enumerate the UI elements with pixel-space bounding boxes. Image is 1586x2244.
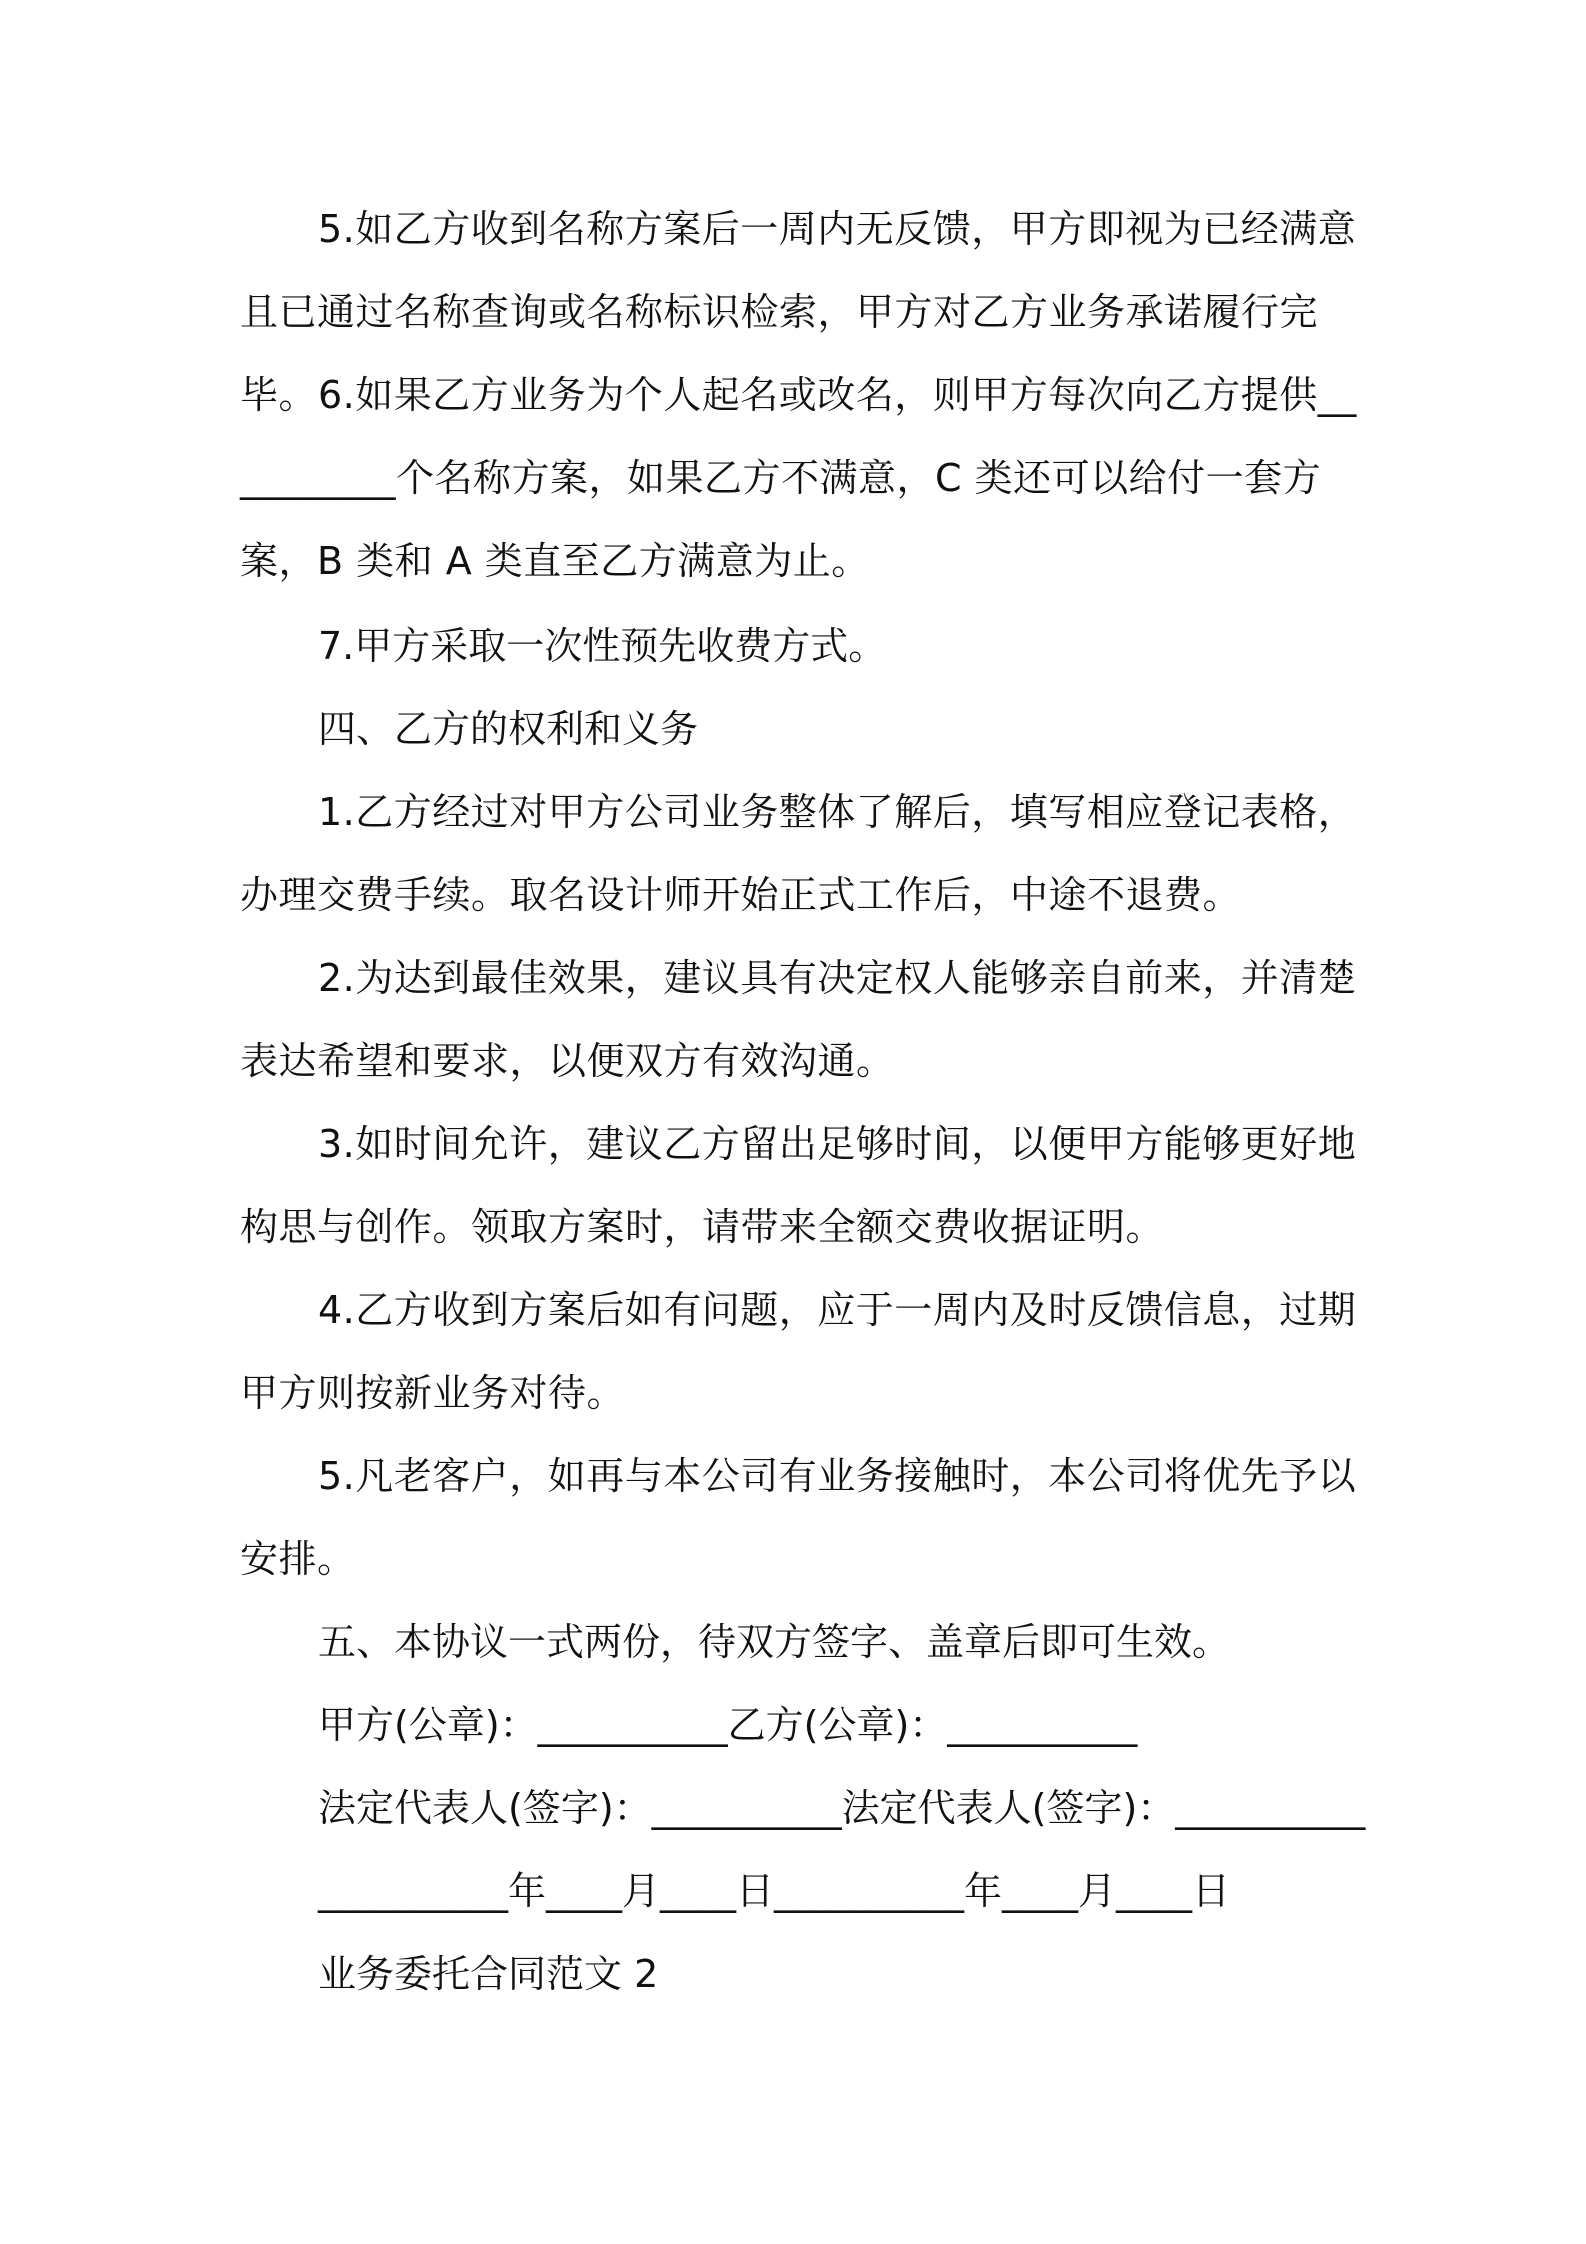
signature-line-representative: 法定代表人(签字)：__________法定代表人(签字)：__________	[318, 1786, 1366, 1830]
clause-3-6: 6.如果乙方业务为个人起名或改名，则甲方每次向乙方提供__________个名称方案，如果乙方不满意，C 类还可以给付一套方案，B 类和 A 类直至乙方满意为止。	[240, 373, 1357, 583]
section-heading-5: 五、本协议一式两份，待双方签字、盖章后即可生效。	[318, 1620, 1231, 1664]
clause-4-2: 2.为达到最佳效果，建议具有决定权人能够亲自前来，并清楚表达希望和要求，以便双方有效沟通。	[240, 956, 1357, 1083]
clause-3-7: 7.甲方采取一次性预先收费方式。	[318, 624, 887, 668]
clause-4-3: 3.如时间允许，建议乙方留出足够时间，以便甲方能够更好地构思与创作。领取方案时，请带来全额交费收据证明。	[240, 1122, 1357, 1249]
signature-line-seal: 甲方(公章)：__________乙方(公章)：__________	[318, 1703, 1138, 1747]
section-heading-4: 四、乙方的权利和义务	[318, 707, 699, 751]
signature-line-date: __________年____月____日__________年____月____日	[318, 1869, 1231, 1913]
clause-4-4: 4.乙方收到方案后如有问题，应于一周内及时反馈信息，过期甲方则按新业务对待。	[240, 1288, 1357, 1415]
clause-4-5: 5.凡老客户，如再与本公司有业务接触时，本公司将优先予以安排。	[240, 1454, 1357, 1581]
clause-4-1: 1.乙方经过对甲方公司业务整体了解后，填写相应登记表格，办理交费手续。取名设计师开始正式工作后，中途不退费。	[240, 790, 1357, 917]
clause-3-5: 5.如乙方收到名称方案后一周内无反馈，甲方即视为已经满意且已通过名称查询或名称标识检索，甲方对乙方业务承诺履行完毕。	[240, 207, 1357, 417]
next-document-title: 业务委托合同范文 2	[318, 1952, 659, 1996]
